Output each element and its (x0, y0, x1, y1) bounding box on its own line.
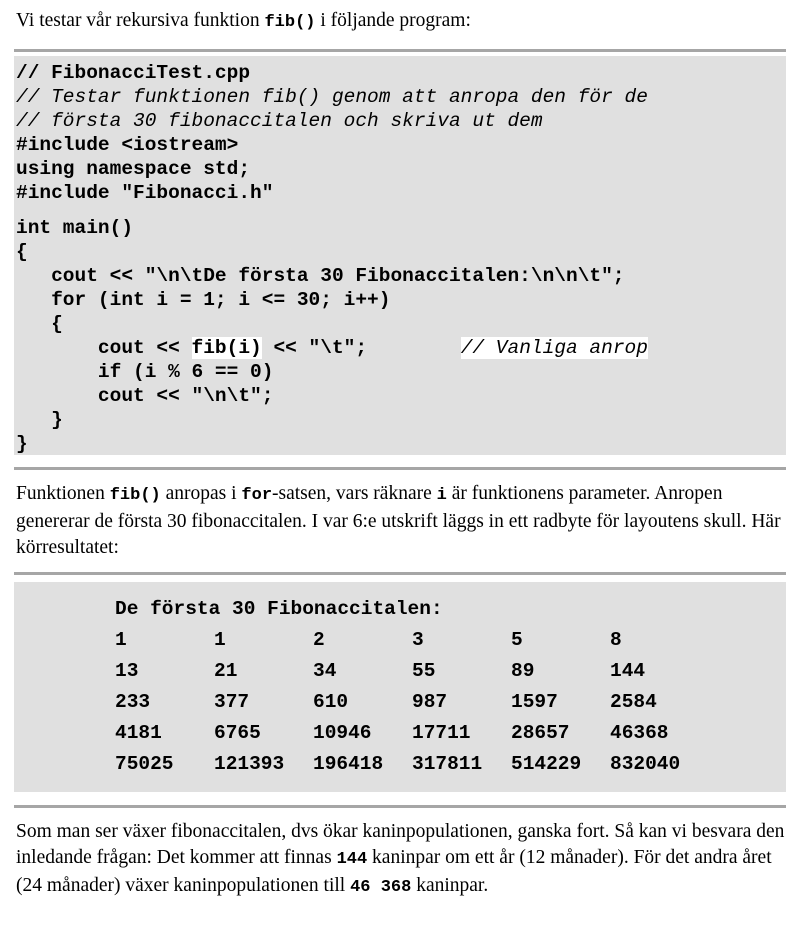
highlight-fib-call: fib(i) (191, 337, 262, 359)
output-value: 21 (214, 660, 238, 682)
code-header (16, 61, 648, 205)
conclusion-value: 46 368 (350, 878, 412, 897)
conclusion-text: Som man ser växer fibonaccitalen, dvs ökar kaninpopulationen, ganska fort. Så kan vi besvara den inledande frågan: Det kommer att finnas (16, 821, 785, 868)
code-line-brace: } (16, 433, 28, 455)
explanation-text: är funktionens parameter. Anropen genererar de första 30 fibonaccitalen. I var 6:e utskrift läggs in ett radbyte för layoutens skull. Här körresultatet: (16, 483, 781, 558)
code-main (16, 216, 648, 456)
code-fragment: << "\t"; (261, 337, 368, 359)
code-line-using: using namespace std; (16, 158, 251, 180)
output-value: 2 (313, 629, 325, 651)
highlight-comment: // Vanliga anrop (460, 337, 648, 359)
output-value: 89 (511, 660, 535, 682)
output-value: 1597 (511, 691, 558, 713)
output-value: 34 (313, 660, 337, 682)
divider (14, 805, 786, 808)
output-value: 317811 (412, 753, 483, 775)
conclusion-value: 144 (336, 850, 368, 869)
output-value: 832040 (610, 753, 681, 775)
conclusion-text: kaninpar om ett år (12 månader). För det andra året (24 månader) växer kaninpopulationen till (16, 847, 772, 896)
explanation-paragraph (16, 481, 786, 561)
code-line-cout-fib (16, 337, 648, 359)
explanation-text: Funktionen (16, 483, 110, 504)
output-value: 46368 (610, 722, 669, 744)
divider (14, 572, 786, 575)
output-value: 610 (313, 691, 349, 713)
output-value: 2584 (610, 691, 657, 713)
code-listing (14, 56, 786, 455)
output-value: 75025 (115, 753, 174, 775)
explanation-text: -satsen, vars räknare (272, 483, 437, 504)
output-value: 121393 (214, 753, 285, 775)
output-value: 144 (610, 660, 646, 682)
output-value: 196418 (313, 753, 384, 775)
explanation-code: i (436, 486, 447, 505)
output-value: 514229 (511, 753, 582, 775)
output-value: 13 (115, 660, 139, 682)
code-line-cout: cout << "\n\tDe första 30 Fibonaccitalen:\n\n\t"; (16, 265, 625, 287)
output-value: 5 (511, 629, 523, 651)
code-line-brace: { (16, 241, 28, 263)
intro-text-end: i följande program: (315, 10, 471, 31)
code-fragment: cout << (16, 337, 192, 359)
intro-paragraph (16, 8, 786, 36)
output-value: 1 (214, 629, 226, 651)
conclusion-paragraph (16, 819, 786, 901)
output-value: 28657 (511, 722, 570, 744)
code-line-comment: // Testar funktionen fib() genom att anropa den för de (16, 86, 648, 108)
output-value: 233 (115, 691, 151, 713)
code-line-if: if (i % 6 == 0) (16, 361, 274, 383)
code-line-for: for (int i = 1; i <= 30; i++) (16, 289, 391, 311)
code-line-include: #include "Fibonacci.h" (16, 182, 274, 204)
output-value: 4181 (115, 722, 162, 744)
intro-function-name: fib() (264, 13, 316, 32)
output-value: 1 (115, 629, 127, 651)
output-value: 377 (214, 691, 250, 713)
output-title: De första 30 Fibonaccitalen: (115, 598, 443, 620)
code-line-brace: } (16, 409, 63, 431)
explanation-code: fib() (109, 486, 161, 505)
code-line-brace: { (16, 313, 63, 335)
conclusion-text: kaninpar. (411, 875, 489, 896)
output-value: 10946 (313, 722, 372, 744)
output-value: 6765 (214, 722, 261, 744)
code-line-cout-newline: cout << "\n\t"; (16, 385, 274, 407)
output-value: 8 (610, 629, 622, 651)
program-output (14, 582, 786, 792)
divider (14, 467, 786, 470)
intro-text: Vi testar vår rekursiva funktion (16, 10, 265, 31)
explanation-code: for (241, 486, 273, 505)
output-value: 3 (412, 629, 424, 651)
explanation-text: anropas i (160, 483, 242, 504)
divider (14, 49, 786, 52)
output-value: 55 (412, 660, 436, 682)
code-line-filename: // FibonacciTest.cpp (16, 62, 251, 84)
output-value: 987 (412, 691, 448, 713)
code-line-comment: // första 30 fibonaccitalen och skriva ut dem (16, 110, 543, 132)
output-value: 17711 (412, 722, 471, 744)
code-line-main: int main() (16, 217, 134, 239)
code-line-include: #include <iostream> (16, 134, 239, 156)
